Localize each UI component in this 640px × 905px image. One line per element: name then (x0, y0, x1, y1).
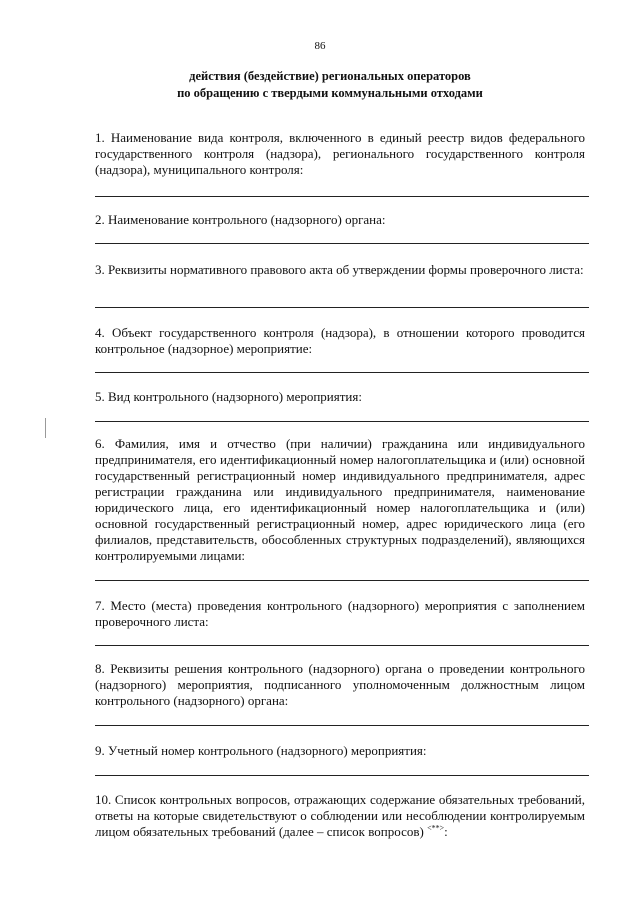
item-8-text: 8. Реквизиты решения контрольного (надзорного) органа о проведении контрольного (надзорного) мероприятия, подписанного уполномоченным должностным лицом контрольного (надзорного) органа: (95, 661, 585, 708)
item-2-text: 2. Наименование контрольного (надзорного) органа: (95, 212, 386, 227)
item-4-text: 4. Объект государственного контроля (надзора), в отношении которого проводится контрольное (надзорное) мероприятие: (95, 325, 585, 356)
item-5-text: 5. Вид контрольного (надзорного) мероприятия: (95, 389, 362, 404)
fill-line-8 (95, 725, 589, 726)
fill-line-4 (95, 372, 589, 373)
item-3-text: 3. Реквизиты нормативного правового акта об утверждении формы проверочного листа: (95, 262, 584, 277)
item-1-text: 1. Наименование вида контроля, включенного в единый реестр видов федерального государственного контроля (надзора), регионального государственного контроля (надзора), муниципального контроля: (95, 130, 585, 177)
fill-line-9 (95, 775, 589, 776)
item-9-text: 9. Учетный номер контрольного (надзорного) мероприятия: (95, 743, 427, 758)
heading-line-1: действия (бездействие) региональных операторов (189, 69, 471, 83)
footnote-marker: <**> (427, 823, 445, 833)
fill-line-2 (95, 243, 589, 244)
heading-line-2: по обращению с твердыми коммунальными отходами (177, 86, 483, 100)
fill-line-6 (95, 580, 589, 581)
fill-line-1 (95, 196, 589, 197)
fill-line-5 (95, 421, 589, 422)
item-10-colon: : (444, 824, 448, 839)
item-10-body: 10. Список контрольных вопросов, отражающих содержание обязательных требований, ответы на которые свидетельствуют о соблюдении или несоблюдении контролируемым лицом обязательных требований (далее – список вопросов) (95, 792, 585, 839)
margin-mark (45, 418, 46, 438)
fill-line-3 (95, 307, 589, 308)
item-6-text: 6. Фамилия, имя и отчество (при наличии) гражданина или индивидуального предпринимателя, его идентификационный номер налогоплательщика и (или) основной государственный регистрационный номер индивидуального предпринимателя, адрес регистрации гражданина или индивидуального предпринимателя, наименование юридического лица, его идентификационный номер налогоплательщика и (или) основной государственный регистрационный номер, адрес юридического лица (его филиалов, представительств, обособленных структурных подразделений), являющихся контролируемыми лицами: (95, 436, 585, 563)
item-7-text: 7. Место (места) проведения контрольного (надзорного) мероприятия с заполнением проверочного листа: (95, 598, 585, 629)
page-number: 86 (314, 40, 326, 52)
item-10-text (95, 792, 585, 840)
fill-line-7 (95, 645, 589, 646)
